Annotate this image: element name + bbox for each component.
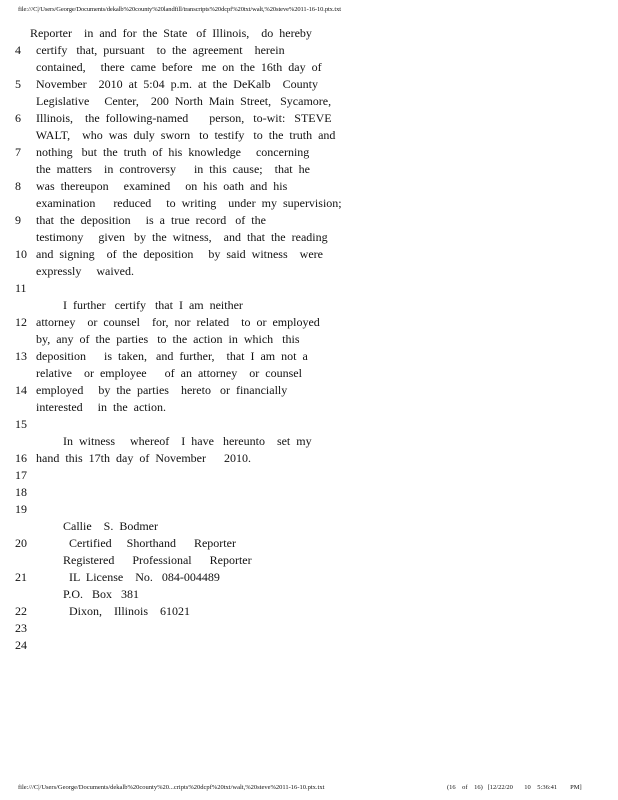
line-text: certify that, pursuant to the agreement herein <box>30 43 285 57</box>
transcript-line <box>0 569 618 586</box>
transcript-line <box>0 620 618 637</box>
transcript-line <box>0 637 618 654</box>
line-text: November 2010 at 5:04 p.m. at the DeKalb County <box>30 77 318 91</box>
line-number: 24 <box>15 638 27 652</box>
transcript-line <box>0 586 618 603</box>
transcript-line <box>0 280 618 297</box>
line-number: 21 <box>15 570 27 584</box>
transcript-line <box>0 93 618 110</box>
transcript-line <box>0 178 618 195</box>
line-number: 5 <box>15 77 21 91</box>
transcript-line <box>0 365 618 382</box>
transcript-line <box>0 297 618 314</box>
line-text: and signing of the deposition by said witness were <box>30 247 323 261</box>
transcript-line <box>0 467 618 484</box>
transcript-line <box>0 450 618 467</box>
line-number: 23 <box>15 621 27 635</box>
line-text: Legislative Center, 200 North Main Street, Sycamore, <box>30 94 332 108</box>
transcript-line <box>0 195 618 212</box>
line-number: 14 <box>15 383 27 397</box>
transcript-line <box>0 399 618 416</box>
line-text: IL License No. 084-004489 <box>30 570 220 584</box>
line-text: examination reduced to writing under my supervision; <box>30 196 342 210</box>
line-text: Reporter in and for the State of Illinois, do hereby <box>30 26 312 40</box>
line-number: 18 <box>15 485 27 499</box>
line-number: 12 <box>15 315 27 329</box>
transcript-line <box>0 59 618 76</box>
line-number: 13 <box>15 349 27 363</box>
line-text: nothing but the truth of his knowledge concerning <box>30 145 310 159</box>
transcript-line <box>0 331 618 348</box>
transcript-body <box>0 25 618 654</box>
transcript-line <box>0 246 618 263</box>
transcript-line <box>0 433 618 450</box>
line-number: 6 <box>15 111 21 125</box>
transcript-line <box>0 42 618 59</box>
line-number: 16 <box>15 451 27 465</box>
transcript-line <box>0 416 618 433</box>
line-text: by, any of the parties to the action in which this <box>30 332 300 346</box>
line-text: Illinois, the following-named person, to-wit: STEVE <box>30 111 332 125</box>
transcript-line <box>0 501 618 518</box>
line-text: testimony given by the witness, and that the reading <box>30 230 328 244</box>
transcript-line <box>0 518 618 535</box>
transcript-line <box>0 382 618 399</box>
line-text: was thereupon examined on his oath and his <box>30 179 288 193</box>
page-header-file-path: file:///C|/Users/George/Documents/dekalb%20county%20landfill/transcripts%20dcpf%20txt/walt,%20steve%2011-16-10.ptx.txt <box>18 6 341 13</box>
line-number: 15 <box>15 417 27 431</box>
line-number: 20 <box>15 536 27 550</box>
transcript-line <box>0 484 618 501</box>
line-text: WALT, who was duly sworn to testify to the truth and <box>30 128 336 142</box>
line-text: P.O. Box 381 <box>30 587 140 601</box>
line-text: employed by the parties hereto or financially <box>30 383 288 397</box>
line-text: hand this 17th day of November 2010. <box>30 451 251 465</box>
line-number: 9 <box>15 213 21 227</box>
line-number: 17 <box>15 468 27 482</box>
transcript-line <box>0 603 618 620</box>
line-text: Certified Shorthand Reporter <box>30 536 236 550</box>
line-text: Registered Professional Reporter <box>30 553 252 567</box>
footer-page-info: (16 of 16) [12/22/20 10 5:36:41 PM] <box>447 784 582 791</box>
transcript-line <box>0 144 618 161</box>
transcript-line <box>0 161 618 178</box>
line-text: the matters in controversy in this cause; that he <box>30 162 310 176</box>
transcript-line <box>0 127 618 144</box>
line-text: that the deposition is a true record of the <box>30 213 266 227</box>
line-number: 22 <box>15 604 27 618</box>
transcript-line <box>0 348 618 365</box>
line-number: 7 <box>15 145 21 159</box>
transcript-line <box>0 263 618 280</box>
transcript-line <box>0 212 618 229</box>
line-text: interested in the action. <box>30 400 166 414</box>
line-text: relative or employee of an attorney or counsel <box>30 366 302 380</box>
line-text: Dixon, Illinois 61021 <box>30 604 191 618</box>
line-text: In witness whereof I have hereunto set my <box>30 434 312 448</box>
line-text: Callie S. Bodmer <box>30 519 158 533</box>
transcript-line <box>0 25 618 42</box>
line-text: contained, there came before me on the 16th day of <box>30 60 322 74</box>
transcript-line <box>0 552 618 569</box>
line-text: deposition is taken, and further, that I am not a <box>30 349 308 363</box>
transcript-line <box>0 314 618 331</box>
line-text: I further certify that I am neither <box>30 298 243 312</box>
footer-file-path: file:///C|/Users/George/Documents/dekalb%20county%20...cripts%20dcpf%20txt/walt,%20steve%2011-16-10.ptx.txt <box>18 784 325 791</box>
transcript-line <box>0 229 618 246</box>
line-text: attorney or counsel for, nor related to or employed <box>30 315 320 329</box>
transcript-line <box>0 76 618 93</box>
transcript-line <box>0 110 618 127</box>
transcript-line <box>0 535 618 552</box>
line-text: expressly waived. <box>30 264 134 278</box>
line-number: 10 <box>15 247 27 261</box>
line-number: 4 <box>15 43 21 57</box>
line-number: 8 <box>15 179 21 193</box>
line-number: 11 <box>15 281 27 295</box>
line-number: 19 <box>15 502 27 516</box>
